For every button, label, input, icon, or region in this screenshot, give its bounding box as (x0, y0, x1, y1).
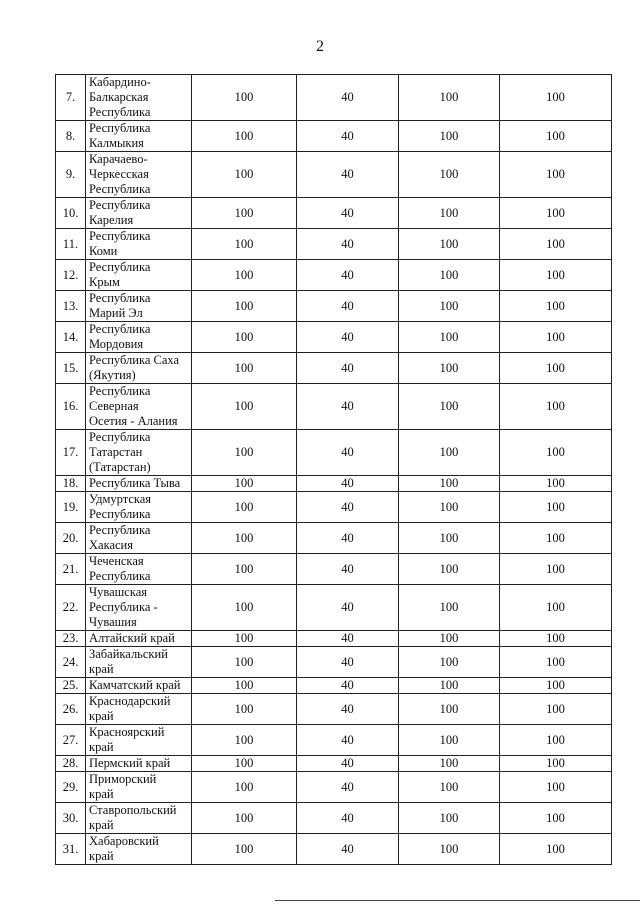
value-col-2: 40 (297, 585, 399, 631)
value-col-3: 100 (399, 121, 500, 152)
value-col-1: 100 (192, 803, 297, 834)
region-name: Республика Коми (86, 229, 192, 260)
value-col-2: 40 (297, 523, 399, 554)
table-row (56, 229, 612, 260)
value-col-4: 100 (500, 75, 612, 121)
table-row (56, 353, 612, 384)
value-col-1: 100 (192, 476, 297, 492)
value-col-3: 100 (399, 430, 500, 476)
table-row (56, 834, 612, 865)
value-col-4: 100 (500, 322, 612, 353)
value-col-3: 100 (399, 353, 500, 384)
region-name: Ставропольский край (86, 803, 192, 834)
row-number: 25. (56, 678, 86, 694)
value-col-2: 40 (297, 772, 399, 803)
value-col-2: 40 (297, 647, 399, 678)
value-col-4: 100 (500, 678, 612, 694)
region-name: Республика Хакасия (86, 523, 192, 554)
value-col-1: 100 (192, 725, 297, 756)
value-col-3: 100 (399, 152, 500, 198)
region-name: Республика Марий Эл (86, 291, 192, 322)
value-col-3: 100 (399, 772, 500, 803)
region-name: Кабардино- Балкарская Республика (86, 75, 192, 121)
value-col-2: 40 (297, 756, 399, 772)
row-number: 31. (56, 834, 86, 865)
table-row (56, 694, 612, 725)
region-name: Забайкальский край (86, 647, 192, 678)
regions-table (55, 74, 612, 865)
value-col-1: 100 (192, 121, 297, 152)
row-number: 15. (56, 353, 86, 384)
value-col-1: 100 (192, 198, 297, 229)
row-number: 30. (56, 803, 86, 834)
value-col-2: 40 (297, 291, 399, 322)
row-number: 27. (56, 725, 86, 756)
region-name: Красноярский край (86, 725, 192, 756)
table-row (56, 291, 612, 322)
row-number: 13. (56, 291, 86, 322)
row-number: 10. (56, 198, 86, 229)
row-number: 18. (56, 476, 86, 492)
region-name: Республика Калмыкия (86, 121, 192, 152)
value-col-2: 40 (297, 834, 399, 865)
value-col-1: 100 (192, 291, 297, 322)
table-row (56, 647, 612, 678)
row-number: 12. (56, 260, 86, 291)
row-number: 29. (56, 772, 86, 803)
value-col-1: 100 (192, 647, 297, 678)
table-row (56, 476, 612, 492)
table-row (56, 492, 612, 523)
value-col-2: 40 (297, 384, 399, 430)
region-name: Республика Мордовия (86, 322, 192, 353)
table-row (56, 725, 612, 756)
value-col-2: 40 (297, 492, 399, 523)
table-row (56, 260, 612, 291)
value-col-4: 100 (500, 152, 612, 198)
value-col-4: 100 (500, 229, 612, 260)
value-col-1: 100 (192, 492, 297, 523)
value-col-4: 100 (500, 803, 612, 834)
value-col-1: 100 (192, 756, 297, 772)
value-col-3: 100 (399, 631, 500, 647)
row-number: 23. (56, 631, 86, 647)
region-name: Республика Татарстан (Татарстан) (86, 430, 192, 476)
value-col-3: 100 (399, 647, 500, 678)
row-number: 21. (56, 554, 86, 585)
footer-divider (275, 900, 640, 901)
value-col-2: 40 (297, 803, 399, 834)
region-name: Камчатский край (86, 678, 192, 694)
row-number: 28. (56, 756, 86, 772)
value-col-2: 40 (297, 678, 399, 694)
value-col-3: 100 (399, 384, 500, 430)
region-name: Пермский край (86, 756, 192, 772)
table-row (56, 384, 612, 430)
table-row (56, 585, 612, 631)
value-col-2: 40 (297, 322, 399, 353)
value-col-1: 100 (192, 694, 297, 725)
value-col-3: 100 (399, 554, 500, 585)
region-name: Чувашская Республика - Чувашия (86, 585, 192, 631)
value-col-1: 100 (192, 772, 297, 803)
value-col-2: 40 (297, 631, 399, 647)
row-number: 14. (56, 322, 86, 353)
value-col-2: 40 (297, 260, 399, 291)
value-col-4: 100 (500, 631, 612, 647)
value-col-1: 100 (192, 554, 297, 585)
region-name: Карачаево- Черкесская Республика (86, 152, 192, 198)
row-number: 8. (56, 121, 86, 152)
value-col-1: 100 (192, 152, 297, 198)
value-col-2: 40 (297, 430, 399, 476)
value-col-2: 40 (297, 198, 399, 229)
region-name: Республика Крым (86, 260, 192, 291)
region-name: Хабаровский край (86, 834, 192, 865)
table-row (56, 803, 612, 834)
region-name: Удмуртская Республика (86, 492, 192, 523)
row-number: 20. (56, 523, 86, 554)
value-col-4: 100 (500, 694, 612, 725)
region-name: Республика Саха (Якутия) (86, 353, 192, 384)
value-col-4: 100 (500, 291, 612, 322)
row-number: 22. (56, 585, 86, 631)
value-col-1: 100 (192, 678, 297, 694)
value-col-4: 100 (500, 353, 612, 384)
value-col-2: 40 (297, 121, 399, 152)
value-col-3: 100 (399, 725, 500, 756)
value-col-4: 100 (500, 523, 612, 554)
value-col-3: 100 (399, 803, 500, 834)
row-number: 17. (56, 430, 86, 476)
value-col-1: 100 (192, 430, 297, 476)
value-col-1: 100 (192, 631, 297, 647)
value-col-2: 40 (297, 554, 399, 585)
value-col-4: 100 (500, 260, 612, 291)
value-col-3: 100 (399, 476, 500, 492)
region-name: Краснодарский край (86, 694, 192, 725)
value-col-4: 100 (500, 647, 612, 678)
value-col-1: 100 (192, 384, 297, 430)
value-col-1: 100 (192, 260, 297, 291)
value-col-2: 40 (297, 75, 399, 121)
value-col-4: 100 (500, 772, 612, 803)
value-col-2: 40 (297, 476, 399, 492)
row-number: 9. (56, 152, 86, 198)
value-col-3: 100 (399, 694, 500, 725)
value-col-1: 100 (192, 322, 297, 353)
row-number: 11. (56, 229, 86, 260)
value-col-1: 100 (192, 229, 297, 260)
row-number: 26. (56, 694, 86, 725)
table-row (56, 631, 612, 647)
region-name: Алтайский край (86, 631, 192, 647)
value-col-2: 40 (297, 725, 399, 756)
table-row (56, 523, 612, 554)
value-col-3: 100 (399, 291, 500, 322)
value-col-3: 100 (399, 492, 500, 523)
value-col-2: 40 (297, 229, 399, 260)
value-col-3: 100 (399, 523, 500, 554)
value-col-4: 100 (500, 198, 612, 229)
value-col-3: 100 (399, 678, 500, 694)
region-name: Республика Северная Осетия - Алания (86, 384, 192, 430)
value-col-4: 100 (500, 492, 612, 523)
row-number: 19. (56, 492, 86, 523)
value-col-2: 40 (297, 152, 399, 198)
table-row (56, 75, 612, 121)
table-row (56, 152, 612, 198)
page-number: 2 (316, 38, 324, 55)
value-col-4: 100 (500, 384, 612, 430)
table-row (56, 756, 612, 772)
row-number: 24. (56, 647, 86, 678)
value-col-3: 100 (399, 229, 500, 260)
value-col-4: 100 (500, 756, 612, 772)
row-number: 16. (56, 384, 86, 430)
row-number: 7. (56, 75, 86, 121)
value-col-1: 100 (192, 834, 297, 865)
table-row (56, 430, 612, 476)
table-row (56, 772, 612, 803)
value-col-2: 40 (297, 353, 399, 384)
value-col-4: 100 (500, 121, 612, 152)
region-name: Республика Карелия (86, 198, 192, 229)
value-col-1: 100 (192, 585, 297, 631)
value-col-4: 100 (500, 585, 612, 631)
table-row (56, 678, 612, 694)
value-col-4: 100 (500, 430, 612, 476)
table-row (56, 121, 612, 152)
value-col-4: 100 (500, 554, 612, 585)
value-col-2: 40 (297, 694, 399, 725)
table-row (56, 198, 612, 229)
value-col-3: 100 (399, 834, 500, 865)
value-col-4: 100 (500, 725, 612, 756)
value-col-3: 100 (399, 322, 500, 353)
region-name: Республика Тыва (86, 476, 192, 492)
table-row (56, 554, 612, 585)
value-col-1: 100 (192, 523, 297, 554)
value-col-3: 100 (399, 260, 500, 291)
table-body (56, 75, 612, 865)
value-col-3: 100 (399, 75, 500, 121)
table-row (56, 322, 612, 353)
value-col-4: 100 (500, 476, 612, 492)
value-col-1: 100 (192, 75, 297, 121)
value-col-3: 100 (399, 198, 500, 229)
value-col-3: 100 (399, 756, 500, 772)
region-name: Чеченская Республика (86, 554, 192, 585)
value-col-3: 100 (399, 585, 500, 631)
region-name: Приморский край (86, 772, 192, 803)
value-col-1: 100 (192, 353, 297, 384)
value-col-4: 100 (500, 834, 612, 865)
